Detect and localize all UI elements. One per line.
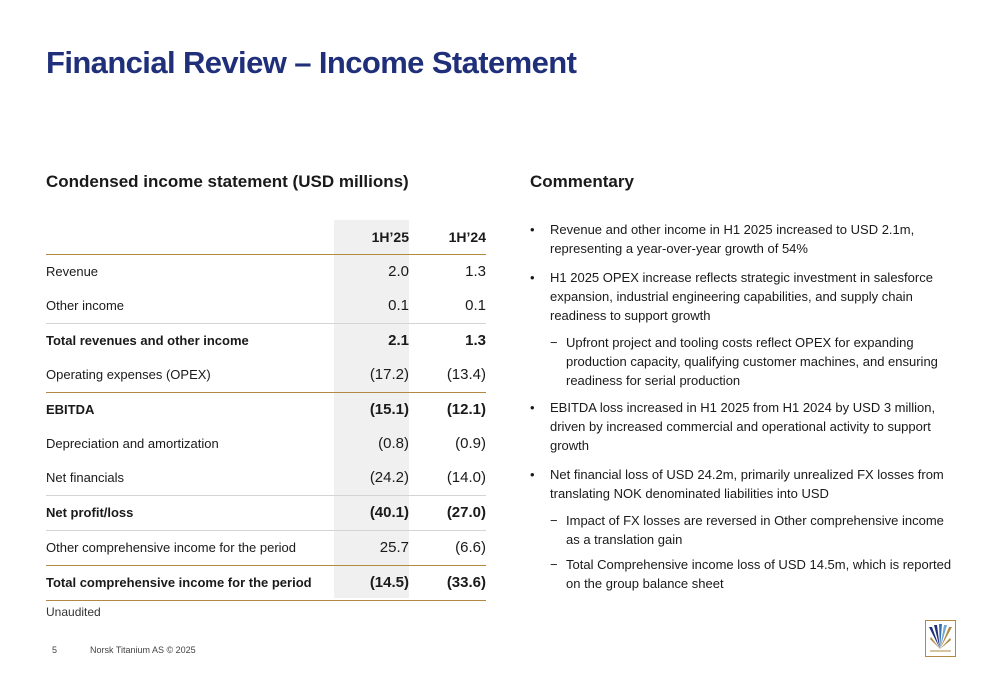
row-label: Total comprehensive income for the period bbox=[46, 575, 312, 590]
row-label: Depreciation and amortization bbox=[46, 436, 219, 451]
row-value-1h24: (0.9) bbox=[455, 435, 486, 452]
sub-bullet-text: Impact of FX losses are reversed in Other comprehensive income as a translation gain bbox=[566, 513, 944, 547]
column-header-1h25: 1H’25 bbox=[371, 229, 409, 245]
row-value-1h24: 0.1 bbox=[465, 297, 486, 314]
row-value-1h25: (14.5) bbox=[369, 574, 409, 591]
table-row bbox=[46, 289, 486, 323]
commentary-bullet bbox=[530, 398, 960, 455]
sub-bullet-marker: − bbox=[550, 557, 558, 572]
statement-heading: Condensed income statement (USD millions) bbox=[46, 172, 409, 191]
row-value-1h24: 1.3 bbox=[465, 263, 486, 280]
copyright: Norsk Titanium AS © 2025 bbox=[90, 645, 196, 655]
row-value-1h24: (14.0) bbox=[446, 469, 486, 486]
commentary-heading: Commentary bbox=[530, 172, 634, 191]
row-value-1h25: 0.1 bbox=[388, 297, 409, 314]
row-label: Other comprehensive income for the period bbox=[46, 540, 297, 555]
bullet-text: Revenue and other income in H1 2025 increased to USD 2.1m, representing a year-over-year growth of 54% bbox=[550, 222, 915, 256]
table-row bbox=[46, 461, 486, 495]
table-row bbox=[46, 254, 486, 289]
row-value-1h24: (12.1) bbox=[446, 401, 486, 418]
commentary-bullet bbox=[530, 465, 960, 503]
commentary-sub-bullet bbox=[530, 555, 960, 593]
commentary-bullet bbox=[530, 268, 960, 325]
commentary-sub-bullet bbox=[530, 333, 960, 390]
sub-bullet-text: Total Comprehensive income loss of USD 14.5m, which is reported on the group balance sheet bbox=[566, 557, 952, 591]
bullet-text: EBITDA loss increased in H1 2025 from H1 2024 by USD 3 million, driven by increased commercial and operational activity to support growth bbox=[550, 400, 936, 453]
page-title: Financial Review – Income Statement bbox=[46, 45, 577, 80]
row-value-1h25: 25.7 bbox=[379, 539, 409, 556]
commentary-sub-bullet bbox=[530, 511, 960, 549]
sub-bullet-marker: − bbox=[550, 335, 558, 350]
row-value-1h24: 1.3 bbox=[465, 332, 486, 349]
sub-bullet-marker: − bbox=[550, 513, 558, 528]
row-value-1h24: (27.0) bbox=[446, 504, 486, 521]
table-row bbox=[46, 323, 486, 358]
row-value-1h25: (24.2) bbox=[369, 469, 409, 486]
row-value-1h25: 2.1 bbox=[388, 332, 409, 349]
bullet-text: H1 2025 OPEX increase reflects strategic investment in salesforce expansion, industrial engineering capabilities, and supply chain readiness to support growth bbox=[550, 270, 933, 323]
table-header-row bbox=[46, 220, 486, 254]
row-label: Net profit/loss bbox=[46, 505, 134, 520]
table-row bbox=[46, 358, 486, 392]
row-label: Other income bbox=[46, 298, 125, 313]
row-label: Operating expenses (OPEX) bbox=[46, 367, 211, 382]
table-row bbox=[46, 565, 486, 601]
logo-mark-icon bbox=[926, 621, 955, 656]
bullet-marker: • bbox=[530, 270, 535, 285]
row-value-1h24: (6.6) bbox=[455, 539, 486, 556]
commentary-list bbox=[530, 220, 960, 601]
bullet-marker: • bbox=[530, 400, 535, 415]
norsk-titanium-logo-icon bbox=[925, 620, 956, 657]
row-value-1h25: (0.8) bbox=[378, 435, 409, 452]
column-header-1h24: 1H’24 bbox=[448, 229, 486, 245]
row-label: EBITDA bbox=[46, 402, 95, 417]
row-value-1h25: (15.1) bbox=[369, 401, 409, 418]
row-value-1h25: (17.2) bbox=[369, 366, 409, 383]
row-value-1h24: (13.4) bbox=[446, 366, 486, 383]
sub-bullet-text: Upfront project and tooling costs reflect OPEX for expanding production capacity, qualifying customer machines, and ensuring readiness for serial production bbox=[566, 335, 938, 388]
row-value-1h25: (40.1) bbox=[369, 504, 409, 521]
table-row bbox=[46, 495, 486, 530]
bullet-text: Net financial loss of USD 24.2m, primarily unrealized FX losses from translating NOK denominated liabilities into USD bbox=[550, 467, 944, 501]
table-row bbox=[46, 427, 486, 461]
row-label: Total revenues and other income bbox=[46, 333, 249, 348]
bullet-marker: • bbox=[530, 222, 535, 237]
unaudited-note: Unaudited bbox=[46, 605, 101, 619]
income-statement-table bbox=[46, 220, 486, 601]
page-number: 5 bbox=[52, 645, 58, 655]
table-row bbox=[46, 530, 486, 565]
table-row bbox=[46, 392, 486, 427]
row-label: Revenue bbox=[46, 264, 99, 279]
bullet-marker: • bbox=[530, 467, 535, 482]
commentary-bullet bbox=[530, 220, 960, 258]
row-value-1h25: 2.0 bbox=[388, 263, 409, 280]
row-label: Net financials bbox=[46, 470, 125, 485]
row-value-1h24: (33.6) bbox=[446, 574, 486, 591]
